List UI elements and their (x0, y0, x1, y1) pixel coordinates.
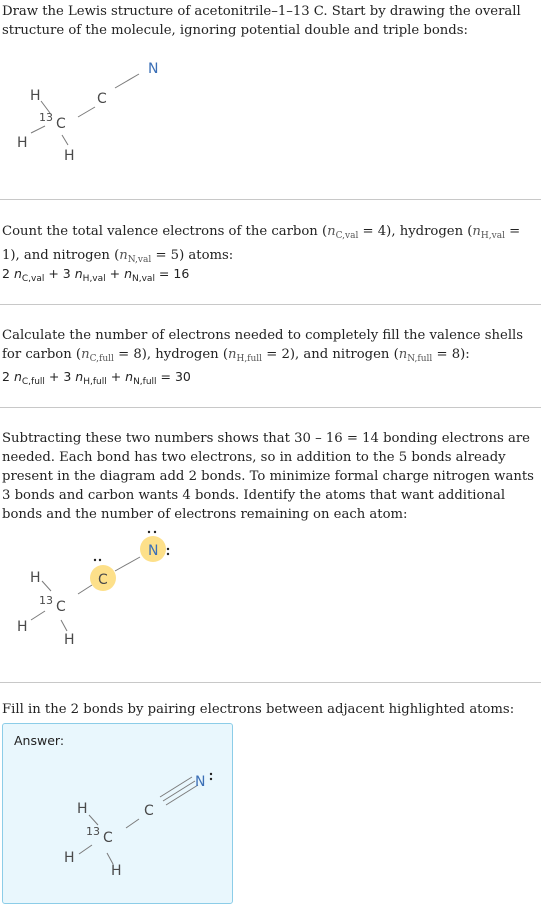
isotope-label: 13 (86, 825, 100, 838)
nitrogen-atom: N (148, 543, 159, 559)
carbon-13-atom: C (56, 599, 66, 615)
carbon-13-atom: C (103, 830, 113, 846)
hydrogen-atom: H (30, 570, 41, 586)
hydrogen-atom: H (77, 801, 88, 817)
divider (0, 682, 541, 683)
final-lewis-structure (3, 724, 232, 903)
valence-equation: 2 $n_{C,val} + 3$ $n_{H,val} + n_{N,val} = 16$ (2, 266, 190, 284)
step3-text: Calculate the number of electrons needed to completely fill the valence shells for carbon $(n_{C,full} = 8)$, hydrogen $(n_{H,full} = 2)$, and nitrogen $(n_{N,full} = 8)$: (2, 328, 524, 364)
divider (0, 407, 541, 408)
structure-diagram-initial (0, 55, 200, 170)
step5-text: Fill in the 2 bonds by pairing electrons between adjacent highlighted atoms: (2, 702, 515, 717)
isotope-label: 13 (39, 111, 53, 124)
isotope-label: 13 (39, 594, 53, 607)
step4-text: Subtracting these two numbers shows that 30 – 16 = 14 bonding electrons are needed. Each bond has two electrons, so in addition to the 5 bonds already present in the diagram add 2 bonds. To minimize formal charge nitrogen wants 3 bonds and carbon wants 4 bonds. Identify the atoms that want additional bonds and the number of electrons remaining on each atom: (2, 431, 534, 522)
step2-text: Count the total valence electrons of the carbon $(n_{C,val} = 4)$, hydrogen $(n_{H,val} = 1)$, and nitrogen $(n_{N,val} = 5)$ atoms: (2, 224, 521, 265)
nitrogen-atom: N (195, 774, 206, 790)
divider (0, 199, 541, 200)
answer-label: Answer: (14, 733, 65, 748)
hydrogen-atom: H (111, 863, 122, 879)
carbon-atom: C (98, 572, 108, 588)
hydrogen-atom: H (17, 135, 28, 151)
structure-diagram-highlighted (0, 525, 200, 650)
carbon-13-atom: C (56, 116, 66, 132)
carbon-atom: C (97, 91, 107, 107)
answer-box (2, 723, 233, 904)
step1-text: Draw the Lewis structure of acetonitrile–1–13 C. Start by drawing the overall structure of the molecule, ignoring potential double and triple bonds: (2, 4, 521, 38)
carbon-atom: C (144, 803, 154, 819)
hydrogen-atom: H (17, 619, 28, 635)
full-shell-equation: 2 $n_{C,full} + 3$ $n_{H,full} + n_{N,full} = 30$ (2, 369, 191, 387)
hydrogen-atom: H (64, 148, 75, 164)
hydrogen-atom: H (64, 632, 75, 648)
nitrogen-atom: N (148, 61, 159, 77)
hydrogen-atom: H (64, 850, 75, 866)
divider (0, 304, 541, 305)
hydrogen-atom: H (30, 88, 41, 104)
